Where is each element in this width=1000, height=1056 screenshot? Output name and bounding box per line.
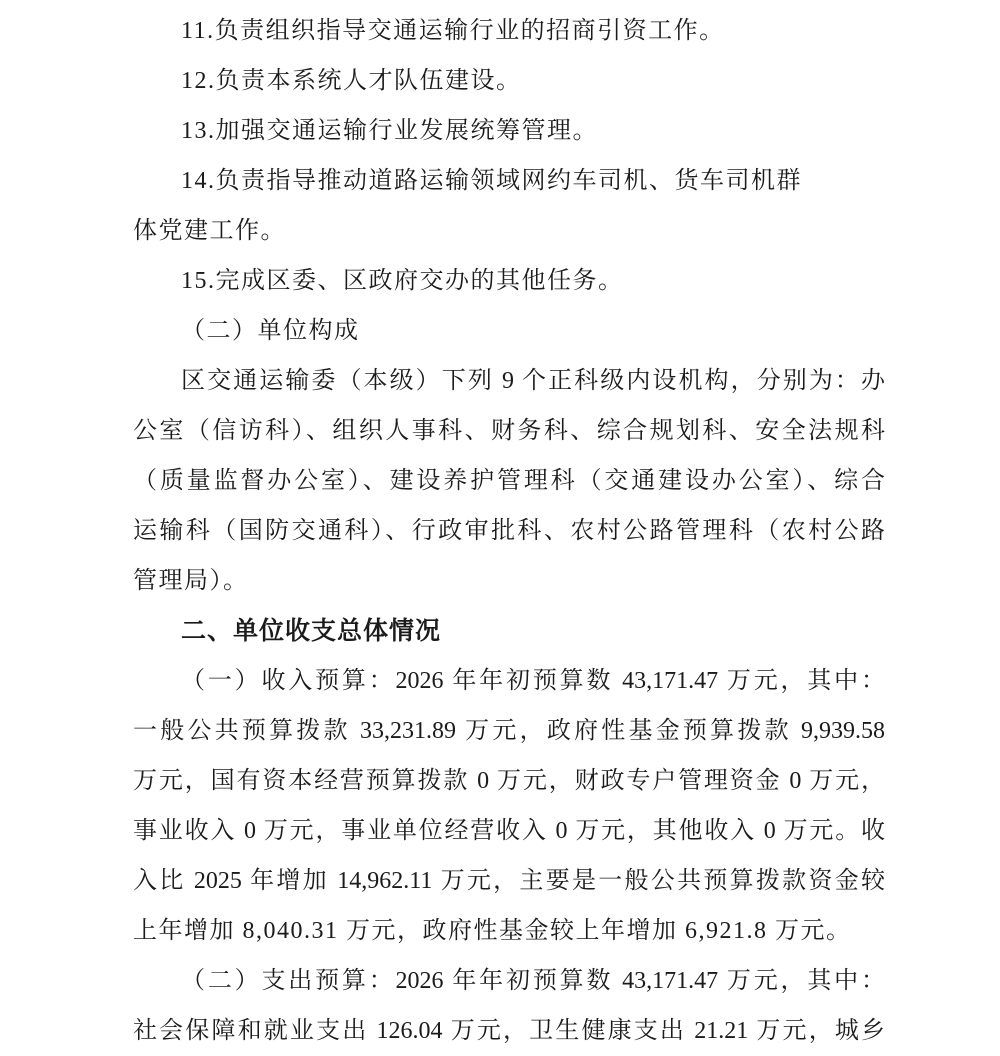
unit-composition-line-1: 区交通运输委（本级）下列 9 个正科级内设机构，分别为：办 [181,368,885,394]
revenue-budget-line-3: 万元，国有资本经营预算拨款 0 万元，财政专户管理资金 0 万元， [133,768,885,794]
revenue-budget-line-5: 入比 2025 年增加 14,962.11 万元，主要是一般公共预算拨款资金较 [133,868,885,894]
revenue-budget-line-6: 上年增加 8,040.31 万元，政府性基金较上年增加 6,921.8 万元。 [133,918,852,944]
unit-composition-line-4: 运输科（国防交通科）、行政审批科、农村公路管理科（农村公路 [133,518,885,544]
revenue-budget-value-text: 2026 年年初预算数 43,171.47 万元，其中： [395,668,885,694]
task-item-14-continued: 体党建工作。 [133,218,286,244]
unit-composition-line-5: 管理局）。 [133,568,249,594]
revenue-budget-line-4: 事业收入 0 万元，事业单位经营收入 0 万元，其他收入 0 万元。收 [133,818,885,844]
task-item-15: 15.完成区委、区政府交办的其他任务。 [181,268,624,294]
revenue-budget-label: （一）收入预算： [181,668,396,694]
expenditure-budget-line-1 [133,956,885,1006]
task-item-11: 11.负责组织指导交通运输行业的招商引资工作。 [181,18,725,44]
expenditure-budget-label: （二）支出预算： [181,968,396,994]
unit-composition-line-3: （质量监督办公室）、建设养护管理科（交通建设办公室）、综合 [133,468,885,494]
unit-composition-line-2: 公室（信访科）、组织人事科、财务科、综合规划科、安全法规科 [133,418,885,444]
revenue-budget-line-2: 一般公共预算拨款 33,231.89 万元，政府性基金预算拨款 9,939.58 [133,718,885,744]
expenditure-budget-line-2: 社会保障和就业支出 126.04 万元，卫生健康支出 21.21 万元，城乡 [133,1018,885,1044]
subheading-unit-composition: （二）单位构成 [181,318,360,344]
revenue-budget-line-1 [133,656,885,706]
task-item-14: 14.负责指导推动道路运输领域网约车司机、货车司机群 [181,168,802,194]
task-item-12: 12.负责本系统人才队伍建设。 [181,68,522,94]
expenditure-budget-value-text: 2026 年年初预算数 43,171.47 万元，其中： [395,968,885,994]
task-item-13: 13.加强交通运输行业发展统筹管理。 [181,118,598,144]
section-heading-budget-overview: 二、单位收支总体情况 [181,617,442,645]
